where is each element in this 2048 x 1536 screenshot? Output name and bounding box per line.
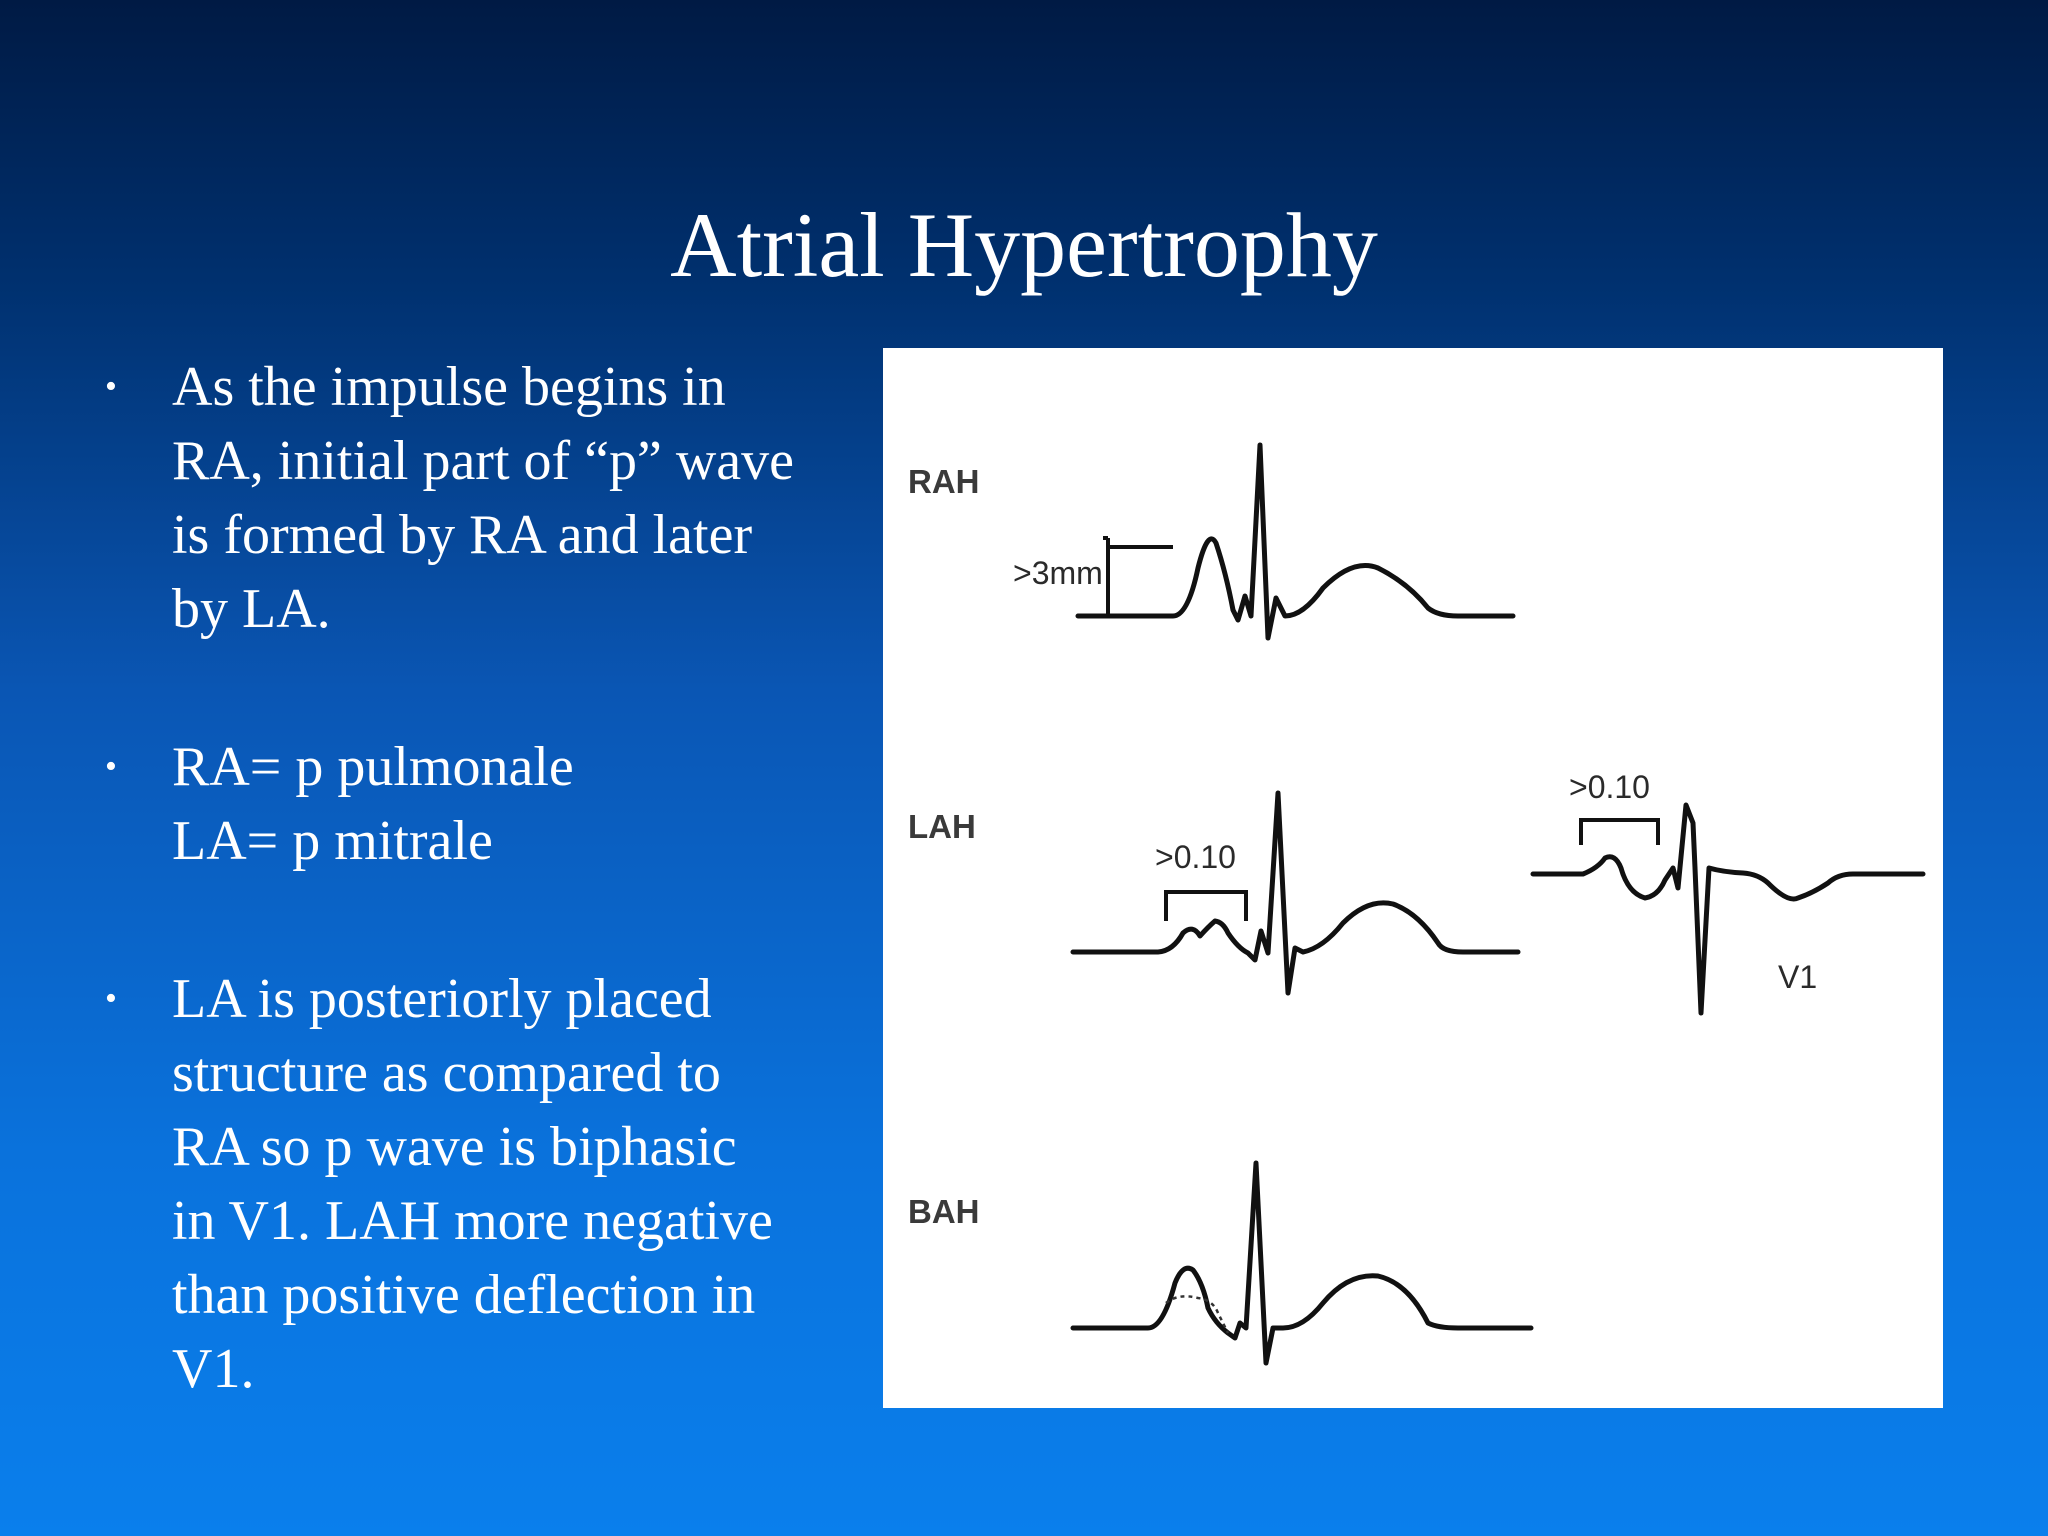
bullet-text-line: As the impulse begins in <box>172 356 726 418</box>
bullet-text-line: by LA. <box>172 578 331 640</box>
bullet-text-line: LA= p mitrale <box>172 810 493 872</box>
bah-ecg-trace <box>1073 1163 1531 1363</box>
lah-ecg-trace <box>1073 793 1518 993</box>
rah-amplitude-bracket <box>1103 538 1173 616</box>
ecg-diagram <box>883 348 1943 1408</box>
bullet-text-line: RA so p wave is biphasic <box>172 1116 737 1178</box>
lah-duration-bracket <box>1166 892 1246 921</box>
bullet-item <box>96 962 886 1406</box>
bullet-text-line: RA= p pulmonale <box>172 736 574 798</box>
v1-lead-annotation: V1 <box>1778 959 1818 995</box>
bah-label: BAH <box>908 1193 980 1230</box>
lah-label: LAH <box>908 808 976 845</box>
bullet-text-line: is formed by RA and later <box>172 504 753 566</box>
ecg-figure-panel <box>883 348 1943 1408</box>
bullet-text-line: LA is posteriorly placed <box>172 968 712 1030</box>
rah-amplitude-annotation: >3mm <box>1013 555 1103 591</box>
bullet-item <box>96 730 886 878</box>
bullet-marker: • <box>105 748 117 785</box>
v1-duration-annotation: >0.10 <box>1569 769 1650 805</box>
rah-ecg-trace <box>1078 445 1513 638</box>
bullet-marker: • <box>105 368 117 405</box>
bullet-text-line: RA, initial part of “p” wave <box>172 430 795 492</box>
bullet-text-line: than positive deflection in <box>172 1264 756 1326</box>
v1-ecg-trace <box>1533 805 1923 1013</box>
bullet-item <box>96 350 886 646</box>
lah-duration-annotation: >0.10 <box>1155 839 1236 875</box>
bullet-list <box>96 350 886 1406</box>
slide-title: Atrial Hypertrophy <box>670 194 1378 296</box>
bullet-text-line: structure as compared to <box>172 1042 721 1104</box>
bullet-text-line: in V1. LAH more negative <box>172 1190 773 1252</box>
rah-label: RAH <box>908 463 980 500</box>
v1-duration-bracket <box>1581 820 1658 845</box>
bullet-marker: • <box>105 980 117 1017</box>
bullet-text-line: V1. <box>172 1338 255 1400</box>
